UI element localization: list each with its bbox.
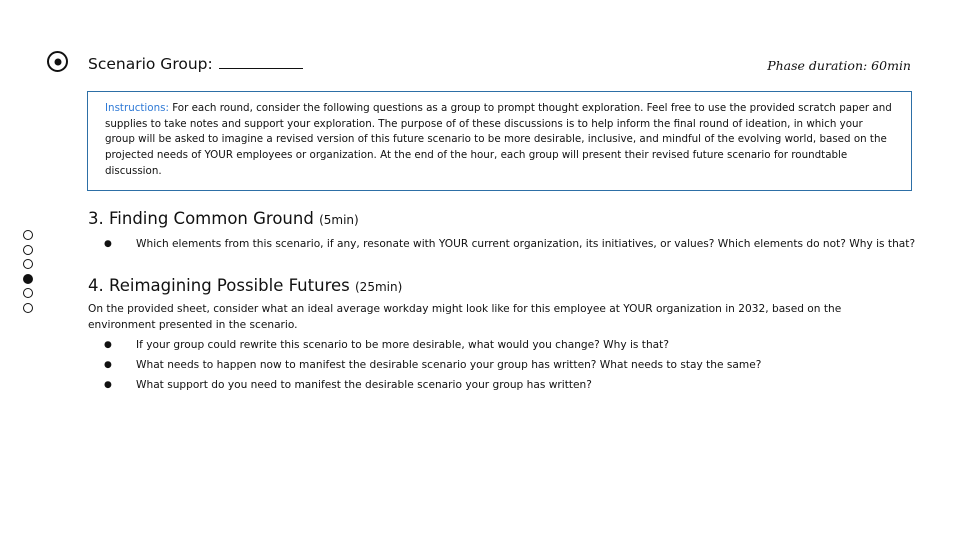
list-item [104,337,924,357]
bullet-icon: ● [104,239,112,249]
instructions-text: For each round, consider the following questions as a group to prompt thought exploration. Feel free to use the provided scratch paper and supplies to take notes and support your exploration. The purpose of of these discussions is to help inform the final round of ideation, in which your group will be asked to imagine a revised version of this future scenario to be more desirable, inclusive, and mindful of the evolving world, based on the projected needs of YOUR employees or organization. At the end of the hour, each group will present their revised future scenario for roundtable discussion. [105,102,892,177]
bullet-icon: ● [104,360,112,370]
section-3-heading [88,209,359,228]
section-3-title: 3. Finding Common Ground [88,209,314,228]
section-3-duration: (5min) [319,213,359,227]
bullet-text: If your group could rewrite this scenario to be more desirable, what would you change? Why is that? [136,339,669,351]
scenario-group-heading [88,55,303,74]
section-4-duration: (25min) [355,280,403,294]
nav-dot-2[interactable] [23,245,33,255]
nav-dot-1[interactable] [23,230,33,240]
instructions-box [87,91,912,191]
slide-nav-dots [23,230,33,317]
nav-dot-6[interactable] [23,303,33,313]
list-item [104,236,924,256]
phase-duration: Phase duration: 60min [767,58,911,73]
bullet-text: What support do you need to manifest the desirable scenario your group has written? [136,379,592,391]
section-4-title: 4. Reimagining Possible Futures [88,276,350,295]
bullet-text: Which elements from this scenario, if any, resonate with YOUR current organization, its initiatives, or values? Which elements do not? Why is that? [136,238,916,250]
list-item [104,357,924,377]
target-icon [47,51,68,72]
bullet-text: What needs to happen now to manifest the desirable scenario your group has written? What needs to stay the same? [136,359,762,371]
scenario-group-label: Scenario Group: [88,55,213,73]
nav-dot-3[interactable] [23,259,33,269]
section-4-intro: On the provided sheet, consider what an ideal average workday might look like for this employee at YOUR organization in 2032, based on the environment presented in the scenario. [88,303,842,331]
nav-dot-4-active[interactable] [23,274,33,284]
bullet-icon: ● [104,340,112,350]
section-4-bullets [104,337,924,397]
scenario-group-blank [219,55,303,69]
instructions-label: Instructions: [105,102,169,114]
section-3-bullets [104,236,924,256]
list-item [104,377,924,397]
nav-dot-5[interactable] [23,288,33,298]
section-4-heading [88,276,402,295]
bullet-icon: ● [104,380,112,390]
